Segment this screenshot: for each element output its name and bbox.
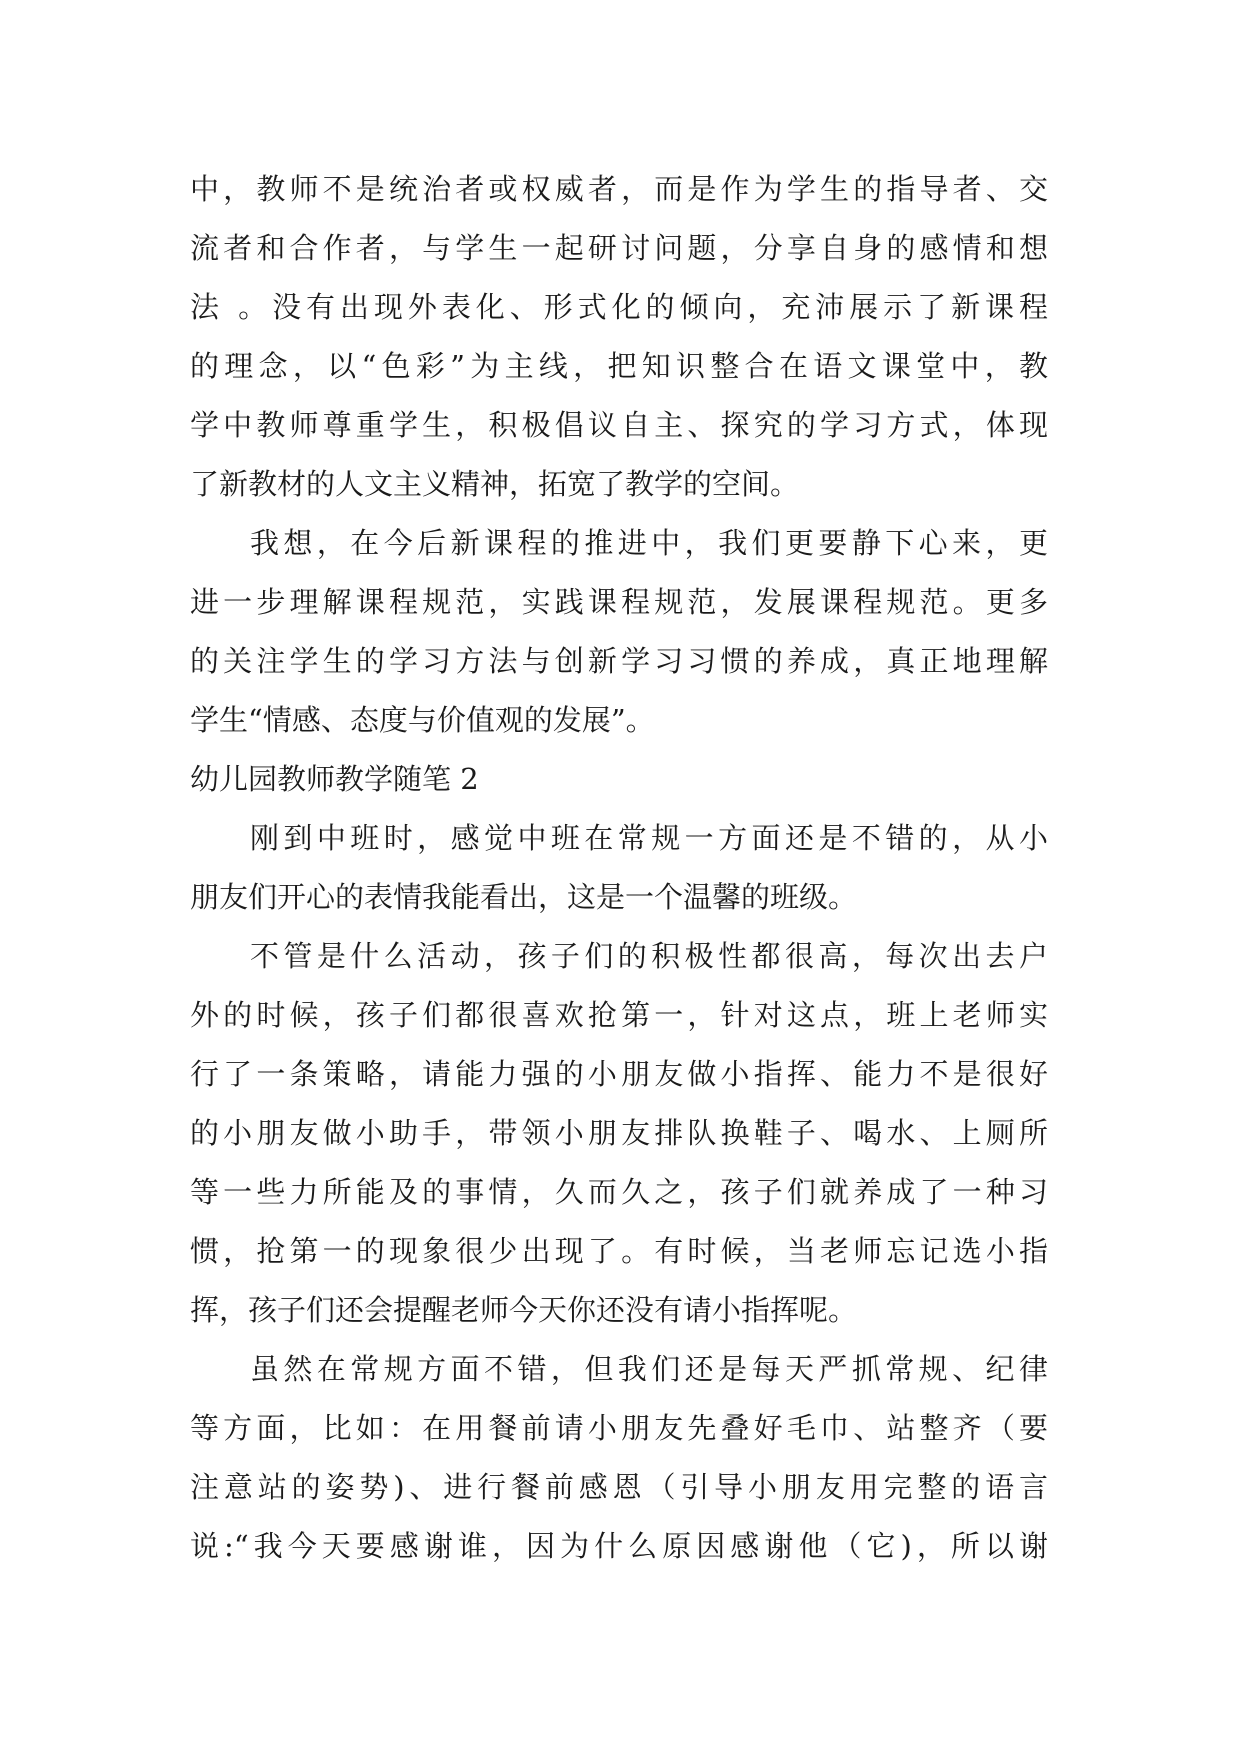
text-line: 虽然在常规方面不错，但我们还是每天严抓常规、纪律 xyxy=(250,1352,1048,1386)
paragraph xyxy=(190,1340,1048,1576)
text-line: 等一些力所能及的事情，久而久之，孩子们就养成了一种习 xyxy=(190,1175,1048,1209)
text-line: 惯，抢第一的现象很少出现了。有时候，当老师忘记选小指 xyxy=(190,1234,1048,1268)
text-line: 行了一条策略，请能力强的小朋友做小指挥、能力不是很好 xyxy=(190,1057,1048,1091)
text-line: 朋友们开心的表情我能看出，这是一个温馨的班级。 xyxy=(190,880,858,914)
text-line: 的小朋友做小助手，带领小朋友排队换鞋子、喝水、上厕所 xyxy=(190,1116,1048,1150)
text-line: 学生“情感、态度与价值观的发展”。 xyxy=(190,703,655,737)
text-line: 中，教师不是统治者或权威者，而是作为学生的指导者、交 xyxy=(190,172,1048,206)
text-line: 不管是什么活动，孩子们的积极性都很高，每次出去户 xyxy=(250,939,1048,973)
text-line: 进一步理解课程规范，实践课程规范，发展课程规范。更多 xyxy=(190,585,1048,619)
text-line: 外的时候，孩子们都很喜欢抢第一，针对这点，班上老师实 xyxy=(190,998,1048,1032)
text-line: 了新教材的人文主义精神，拓宽了教学的空间。 xyxy=(190,467,800,501)
paragraph xyxy=(190,927,1048,1340)
text-line: 刚到中班时，感觉中班在常规一方面还是不错的，从小 xyxy=(250,821,1048,855)
text-line: 注意站的姿势)、进行餐前感恩（引导小朋友用完整的语言 xyxy=(190,1470,1048,1504)
paragraph xyxy=(190,809,1048,927)
document-page xyxy=(190,160,1048,1576)
text-line: 的关注学生的学习方法与创新学习习惯的养成，真正地理解 xyxy=(190,644,1048,678)
text-line: 挥，孩子们还会提醒老师今天你还没有请小指挥呢。 xyxy=(190,1293,858,1327)
text-line: 学中教师尊重学生，积极倡议自主、探究的学习方式，体现 xyxy=(190,408,1048,442)
text-line: 我想，在今后新课程的推进中，我们更要静下心来，更 xyxy=(250,526,1048,560)
text-line: 说:“我今天要感谢谁，因为什么原因感谢他（它)，所以谢 xyxy=(190,1529,1048,1563)
section-heading: 幼儿园教师教学随笔 2 xyxy=(190,762,479,796)
text-line: 流者和合作者，与学生一起研讨问题，分享自身的感情和想 xyxy=(190,231,1048,265)
text-line: 的理念，以“色彩”为主线，把知识整合在语文课堂中，教 xyxy=(190,349,1048,383)
paragraph xyxy=(190,160,1048,514)
text-line: 等方面，比如：在用餐前请小朋友先叠好毛巾、站整齐（要 xyxy=(190,1411,1048,1445)
paragraph xyxy=(190,514,1048,750)
text-line: 法 。没有出现外表化、形式化的倾向，充沛展示了新课程 xyxy=(190,290,1048,324)
